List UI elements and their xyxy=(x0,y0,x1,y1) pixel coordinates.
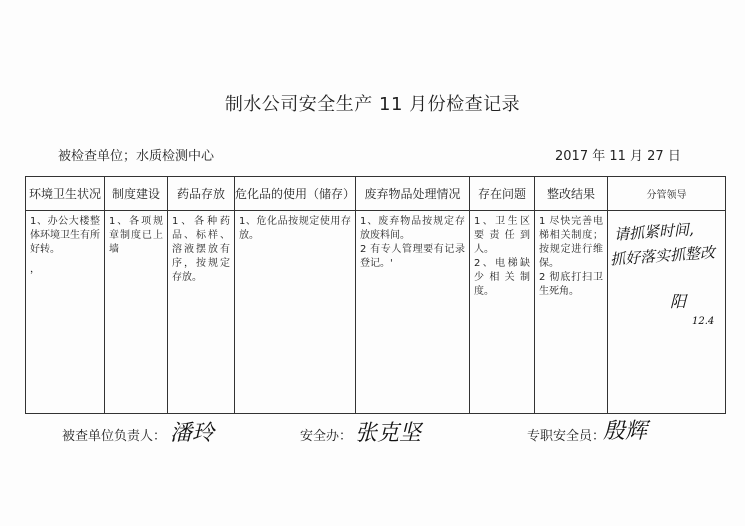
problems-item-1: 1、卫生区要责任到人。 xyxy=(474,216,530,255)
leader-handwriting-line1: 请抓紧时间, xyxy=(613,220,695,244)
inspection-date: 2017 年 11 月 27 日 xyxy=(555,149,681,164)
inspected-unit: 被检查单位；水质检测中心 xyxy=(58,149,215,164)
col-hazardous: 危化品的使用（储存） xyxy=(235,177,356,211)
page-title: 制水公司安全生产 11 月份检查记录 xyxy=(224,94,521,115)
medicine-item-1: 1、各种药品、标样、溶液摆放有序，按规定存放。 xyxy=(172,216,230,283)
inspection-table xyxy=(25,176,726,414)
responsible-signature: 潘玲 xyxy=(170,421,215,446)
rectification-item-2: 2 彻底打扫卫生死角。 xyxy=(539,272,603,297)
rectification-item-1: 1 尽快完善电梯相关制度；按规定进行维保。 xyxy=(539,216,603,269)
cell-hazardous xyxy=(235,211,356,414)
problems-item-2: 2、电梯缺少相关制度。 xyxy=(474,258,530,297)
safety-officer-signature: 殷辉 xyxy=(603,419,648,444)
cell-environment xyxy=(26,211,105,414)
table-row xyxy=(26,211,726,414)
environment-item-2: ， xyxy=(30,264,40,275)
leader-handwriting-line2: 抓好落实抓整改 xyxy=(609,243,716,269)
hazardous-item-1: 1、危化品按规定使用存放。 xyxy=(239,216,351,241)
cell-leader xyxy=(608,211,726,414)
col-rectification: 整改结果 xyxy=(535,177,608,211)
leader-initials: 阳 xyxy=(670,292,687,311)
waste-item-2: 2 有专人管理要有记录登记。' xyxy=(360,244,465,269)
system-item-1: 1、各项规章制度已上墙 xyxy=(109,216,163,255)
cell-waste xyxy=(356,211,470,414)
safety-office-signature: 张克坚 xyxy=(355,421,422,446)
safety-office-label: 安全办： xyxy=(300,429,353,444)
cell-problems xyxy=(470,211,535,414)
col-leader: 分管领导 xyxy=(608,177,726,211)
leader-date: 12.4 xyxy=(692,316,715,327)
safety-officer-label: 专职安全员： xyxy=(527,429,606,444)
cell-rectification xyxy=(535,211,608,414)
col-environment: 环境卫生状况 xyxy=(26,177,105,211)
cell-system xyxy=(105,211,168,414)
col-system: 制度建设 xyxy=(105,177,168,211)
cell-medicine xyxy=(168,211,235,414)
environment-item-1: 1、办公大楼整体环境卫生有所好转。 xyxy=(30,216,100,255)
col-waste: 废弃物品处理情况 xyxy=(356,177,470,211)
responsible-label: 被查单位负责人： xyxy=(62,429,167,444)
table-header-row xyxy=(26,177,726,211)
waste-item-1: 1、废弃物品按规定存放废料间。 xyxy=(360,216,465,241)
col-problems: 存在问题 xyxy=(470,177,535,211)
col-medicine: 药品存放 xyxy=(168,177,235,211)
